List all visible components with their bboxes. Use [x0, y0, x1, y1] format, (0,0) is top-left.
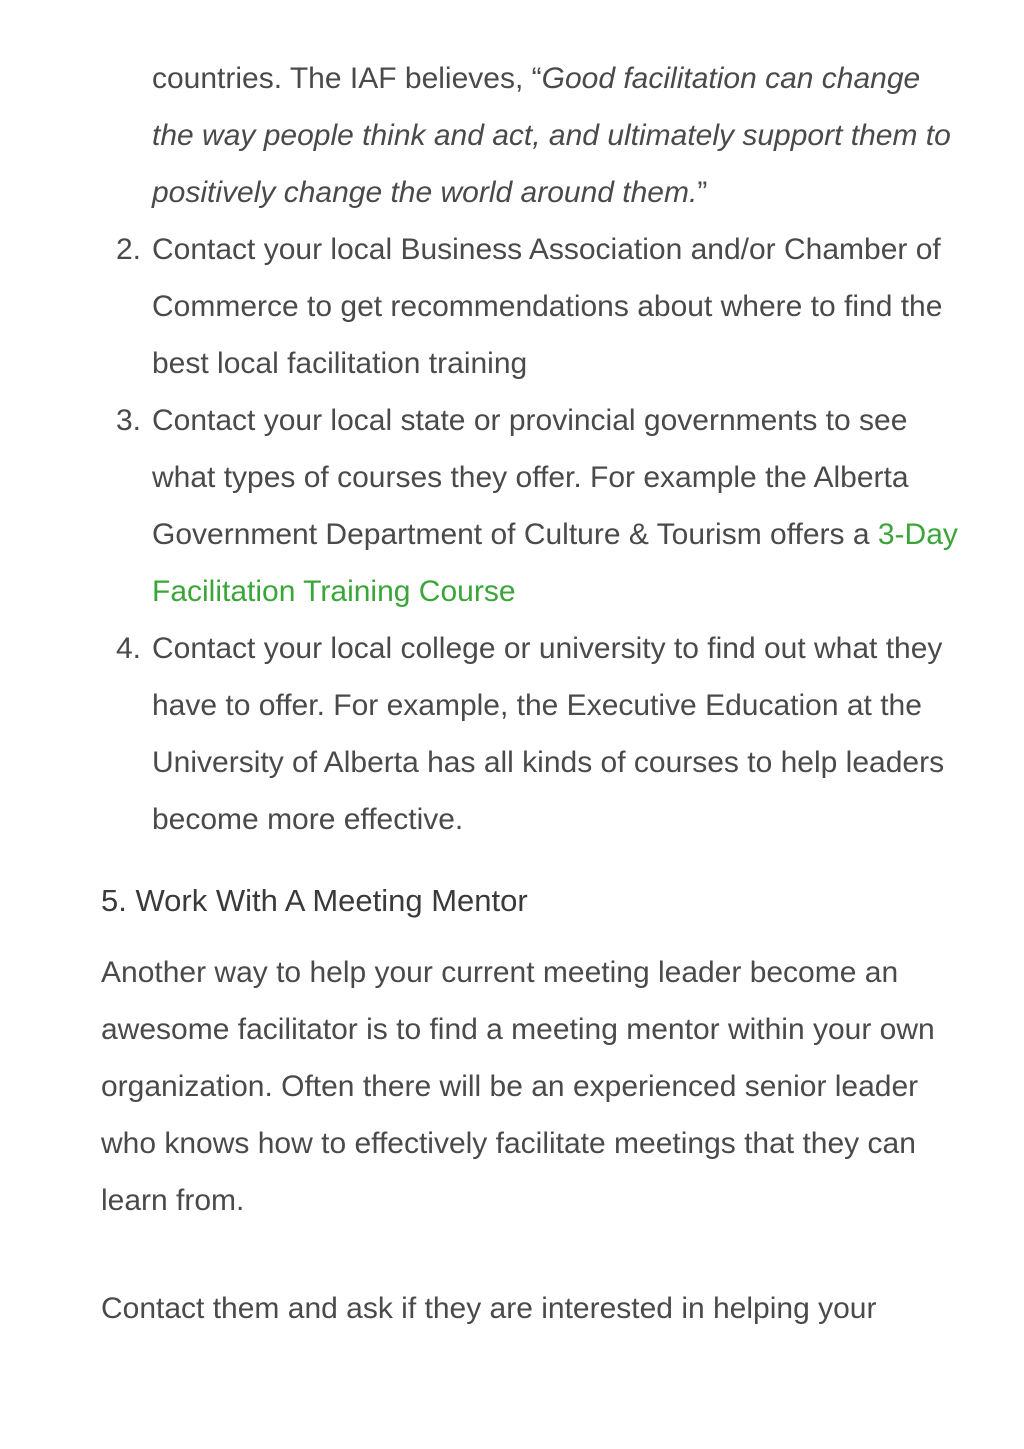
body-paragraph: Contact them and ask if they are interested in helping your: [101, 1292, 877, 1325]
list-item-iaf: [0, 50, 962, 221]
body-paragraph: Another way to help your current meeting leader become an awesome facilitator is to find a meeting mentor within your own organization. Often there will be an experienced senior leader who knows how to effectively facilitate meetings that they can learn from.: [101, 956, 935, 1217]
section-heading: 5. Work With A Meeting Mentor: [101, 883, 528, 918]
list-item-number: 2.: [116, 233, 142, 266]
list-item-number: 4.: [116, 632, 142, 665]
list-item-text: Contact your local college or university to find out what they have to offer. For example, the Executive Education at the University of Alberta has all kinds of courses to help leaders become more effective.: [152, 632, 945, 836]
list-item-text: Contact your local Business Association and/or Chamber of Commerce to get recommendations about where to find the best local facilitation training: [152, 233, 943, 380]
iaf-quote: Good facilitation can change the way people think and act, and ultimately support them to positively change the world around them.: [152, 62, 951, 209]
list-item-university: [0, 620, 962, 848]
list-item-text: Contact your local state or provincial governments to see what types of courses they offer. For example the Alberta Government Department of Culture & Tourism offers a: [152, 404, 909, 551]
resources-list: [0, 50, 1024, 848]
list-item-number: 3.: [116, 404, 142, 437]
list-item-business-association: [0, 221, 962, 392]
list-item-government: [0, 392, 962, 620]
quote-close-mark: ”: [697, 176, 708, 209]
list-item-text: countries. The IAF believes, “: [152, 62, 542, 95]
facilitation-course-link[interactable]: 3-Day Facilitation Training Course: [152, 518, 958, 608]
